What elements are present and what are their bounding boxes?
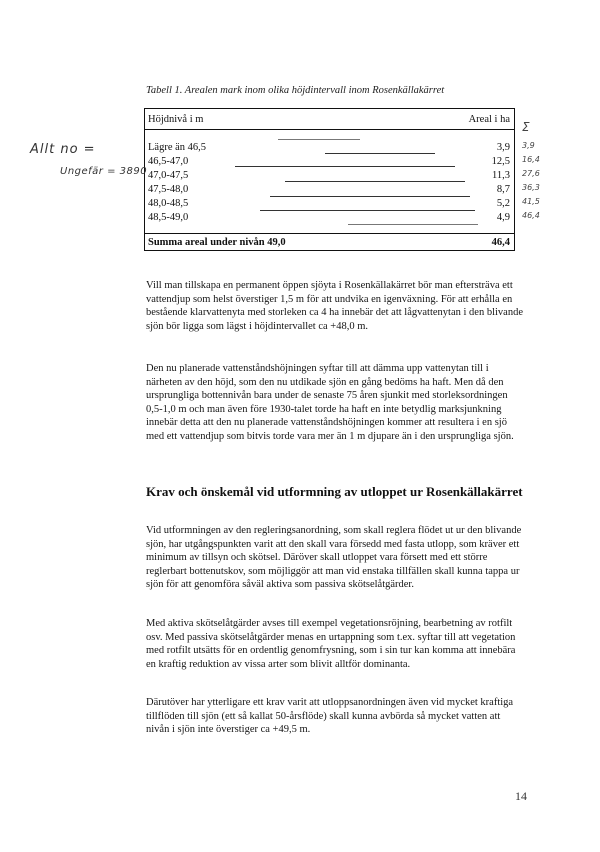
row-elevation: 47,5-48,0 (148, 184, 189, 195)
handwritten-cumulative: 27,6 (522, 169, 540, 178)
row-area: 4,9 (496, 212, 510, 223)
scan-leader-line (285, 181, 465, 182)
scan-leader-line (235, 166, 455, 167)
row-area: 3,9 (496, 142, 510, 153)
section-heading: Krav och önskemål vid utformning av utloppet ur Rosenkällakärret (146, 484, 523, 499)
row-elevation: 46,5-47,0 (148, 156, 189, 167)
row-area: 8,7 (496, 184, 510, 195)
table-row (145, 156, 514, 170)
scan-leader-line (278, 139, 360, 140)
row-elevation: 48,5-49,0 (148, 212, 189, 223)
handwritten-cumulative: 46,4 (522, 211, 540, 220)
body-paragraph: Vill man tillskapa en permanent öppen sjöyta i Rosenkällakärret bör man eftersträva ett vattendjup som helst överstiger 1,5 m för att undvika en igenväxning. För att erhålla en bestående klarvattenyta med storleken ca 4 ha innebär det att lågvattenytan i den blivande sjön bör ligga som lägst i höjdintervallet ca +48,0 m. (146, 280, 523, 332)
body-paragraph: Därutöver har ytterligare ett krav varit att utloppsanordningen även vid mycket kraftiga tillflöden till sjön (ett så kallat 50-årsflöde) skall kunna avbörda så mycket vatten att nivån i sjön inte överstiger ca +49,5 m. (146, 697, 514, 736)
row-area: 11,3 (492, 170, 510, 181)
row-area: 5,2 (496, 198, 510, 209)
row-elevation: 47,0-47,5 (148, 170, 189, 181)
handwritten-cumulative: 36,3 (522, 183, 540, 192)
body-paragraph: Med aktiva skötselåtgärder avses till exempel vegetationsröjning, bearbetning av rotfilt osv. Med passiva skötselåtgärder menas en urtappning som t.ex. syftar till att vegetation med rotfilt utsätts för en ordentlig genomfrysning, som i sin tur kan komma att innebära en kraftig reduktion av vissa arter som blivit alltför dominanta. (146, 618, 516, 670)
header-area: Areal i ha (468, 114, 510, 125)
handwritten-note: Allt no = (30, 142, 96, 157)
scan-leader-line (260, 210, 475, 211)
sum-value: 46,4 (491, 237, 510, 248)
handwritten-cumulative: 16,4 (522, 155, 540, 164)
body-paragraph: Vid utformningen av den regleringsanordning, som skall reglera flödet ut ur den blivande sjön, har utgångspunkten varit att den skall vara försedd med fasta utlopp, som kräver ett minimum av tillsyn och skötsel. Däröver skall utloppet vara försett med ett större reglerbart bottenutskov, som möjliggör att man vid enstaka tillfällen skall kunna tappa ur sjön för att genomföra såväl aktiva som passiva skötselåtgärder. (146, 525, 522, 591)
page-number: 14 (515, 789, 527, 803)
row-elevation: 48,0-48,5 (148, 198, 189, 209)
sum-label: Summa areal under nivån 49,0 (148, 237, 286, 248)
row-area: 12,5 (491, 156, 510, 167)
body-paragraph: Den nu planerade vattenståndshöjningen syftar till att dämma upp vattenytan till i närheten av den höjd, som den nu utdikade sjön en gång bedöms ha haft. Men då den ursprungliga bottennivån bara under de senaste 75 åren sjunkit med storleksordningen 0,5-1,0 m och man även före 1930-talet torde ha haft en inte betydlig marksjunkning innebär detta att den nu planerade vattenståndshöjningen kommer att resultera i en sjö med ett vattendjup som bitvis torde vara mer än 1 m djupare än i den ursprungliga sjön. (146, 363, 514, 442)
scan-leader-line (325, 153, 435, 154)
elevation-area-table (144, 108, 515, 251)
table-header (145, 109, 514, 130)
handwritten-cumulative: 3,9 (522, 141, 535, 150)
handwritten-sum-symbol: Σ (522, 120, 530, 134)
row-elevation: Lägre än 46,5 (148, 142, 207, 153)
handwritten-note: Ungefär = 3890 (60, 166, 148, 177)
header-elevation: Höjdnivå i m (148, 114, 204, 125)
sum-divider (145, 233, 514, 234)
handwritten-cumulative: 41,5 (522, 197, 540, 206)
scan-leader-line (348, 224, 478, 225)
table-sum-row (145, 237, 514, 251)
scan-leader-line (270, 196, 470, 197)
table-caption: Tabell 1. Arealen mark inom olika höjdintervall inom Rosenkällakärret (146, 85, 445, 96)
